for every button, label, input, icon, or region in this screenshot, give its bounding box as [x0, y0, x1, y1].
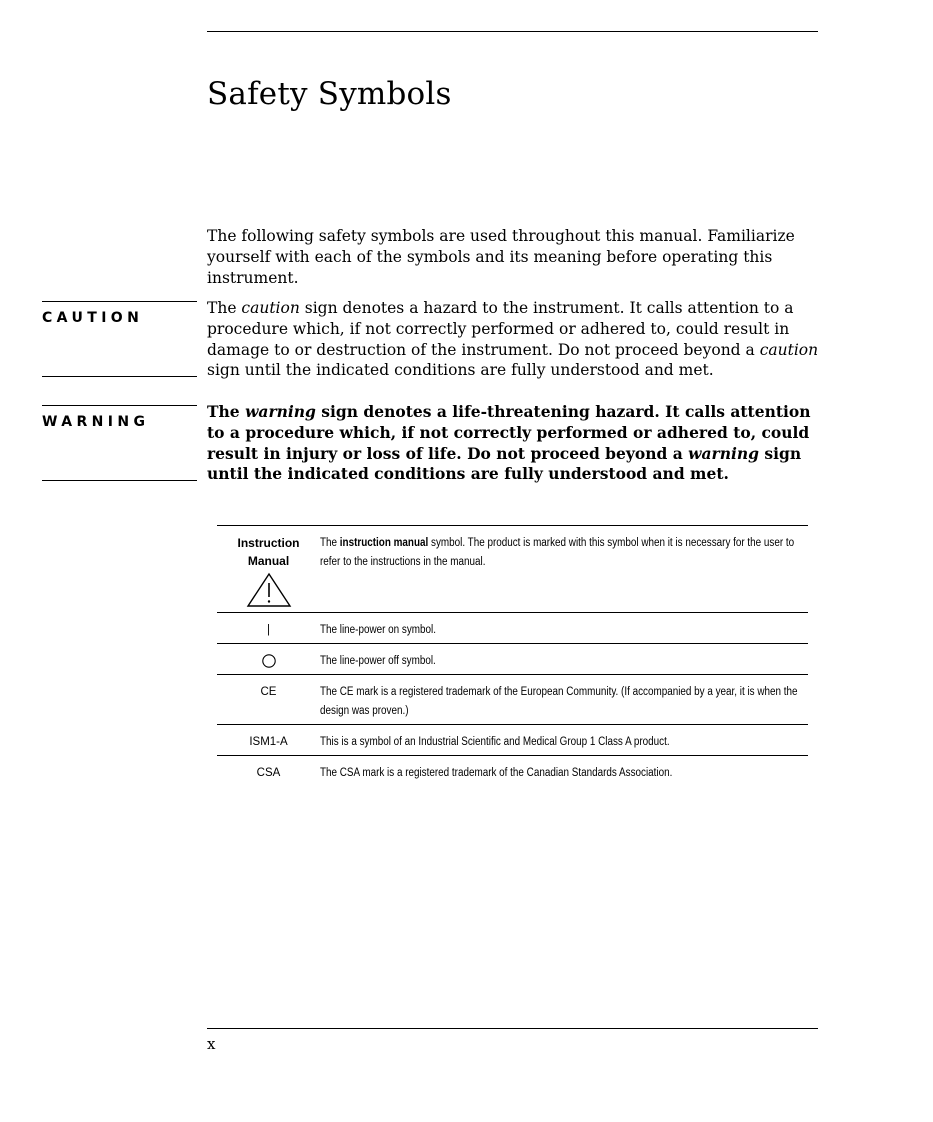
intro-paragraph: The following safety symbols are used throughout this manual. Familiarize yourself with each of the symbols and its meaning before operating this instrument. — [207, 227, 795, 287]
table-row — [217, 644, 808, 675]
warning-bottom-rule — [42, 480, 197, 481]
caution-label: CAUTION — [42, 310, 144, 326]
page-title: Safety Symbols — [207, 76, 452, 112]
ce-symbol: CE — [260, 686, 277, 698]
caution-text: The caution sign denotes a hazard to the instrument. It calls attention to a procedure which, if not correctly performed or adhered to, could result in damage to or destruction of the instrument. Do not proceed beyond a caution sign until the indicated conditions are fully understood and met. — [207, 299, 819, 380]
table-row — [217, 725, 808, 756]
footer-rule — [207, 1028, 818, 1029]
table-row — [217, 756, 808, 787]
circle-icon — [261, 653, 277, 669]
warning-top-rule — [42, 405, 197, 406]
symbol-cell-ism — [217, 725, 320, 756]
csa-symbol: CSA — [256, 767, 281, 779]
ism-symbol: ISM1-A — [249, 736, 288, 748]
top-rule — [207, 31, 818, 32]
table-row — [217, 613, 808, 644]
line-power-on-symbol: | — [267, 624, 270, 636]
caution-bottom-rule — [42, 376, 197, 377]
instruction-manual-name-line2: Manual — [247, 554, 290, 568]
desc-cell-line-off: The line-power off symbol. — [320, 655, 436, 667]
instruction-manual-name-line1: Instruction — [237, 536, 300, 550]
warning-triangle-icon — [246, 572, 292, 608]
safety-symbols-table — [217, 525, 808, 787]
warning-text: The warning sign denotes a life-threatening hazard. It calls attention to a procedure which, if not correctly performed or adhered to, could result in injury or loss of life. Do not proceed beyond a warning sign until the indicated conditions are fully understood and met. — [207, 402, 811, 484]
symbol-cell-line-off — [217, 644, 320, 675]
table-row — [217, 526, 808, 613]
symbol-cell-instruction-manual — [217, 526, 320, 613]
desc-cell-ism: This is a symbol of an Industrial Scientific and Medical Group 1 Class A product. — [320, 736, 670, 748]
symbol-cell-line-on — [217, 613, 320, 644]
symbol-cell-ce — [217, 675, 320, 725]
table-row — [217, 675, 808, 725]
warning-label: WARNING — [42, 414, 150, 430]
caution-top-rule — [42, 301, 197, 302]
desc-cell-line-on: The line-power on symbol. — [320, 624, 436, 636]
desc-cell-instruction-manual: The instruction manual symbol. The product is marked with this symbol when it is necessary for the user to refer to the instructions in the manual. — [320, 537, 795, 568]
desc-cell-ce: The CE mark is a registered trademark of the European Community. (If accompanied by a year, it is when the design was proven.) — [320, 686, 798, 717]
symbol-cell-csa — [217, 756, 320, 787]
page-number: x — [207, 1035, 216, 1053]
desc-cell-csa: The CSA mark is a registered trademark of the Canadian Standards Association. — [320, 767, 673, 779]
